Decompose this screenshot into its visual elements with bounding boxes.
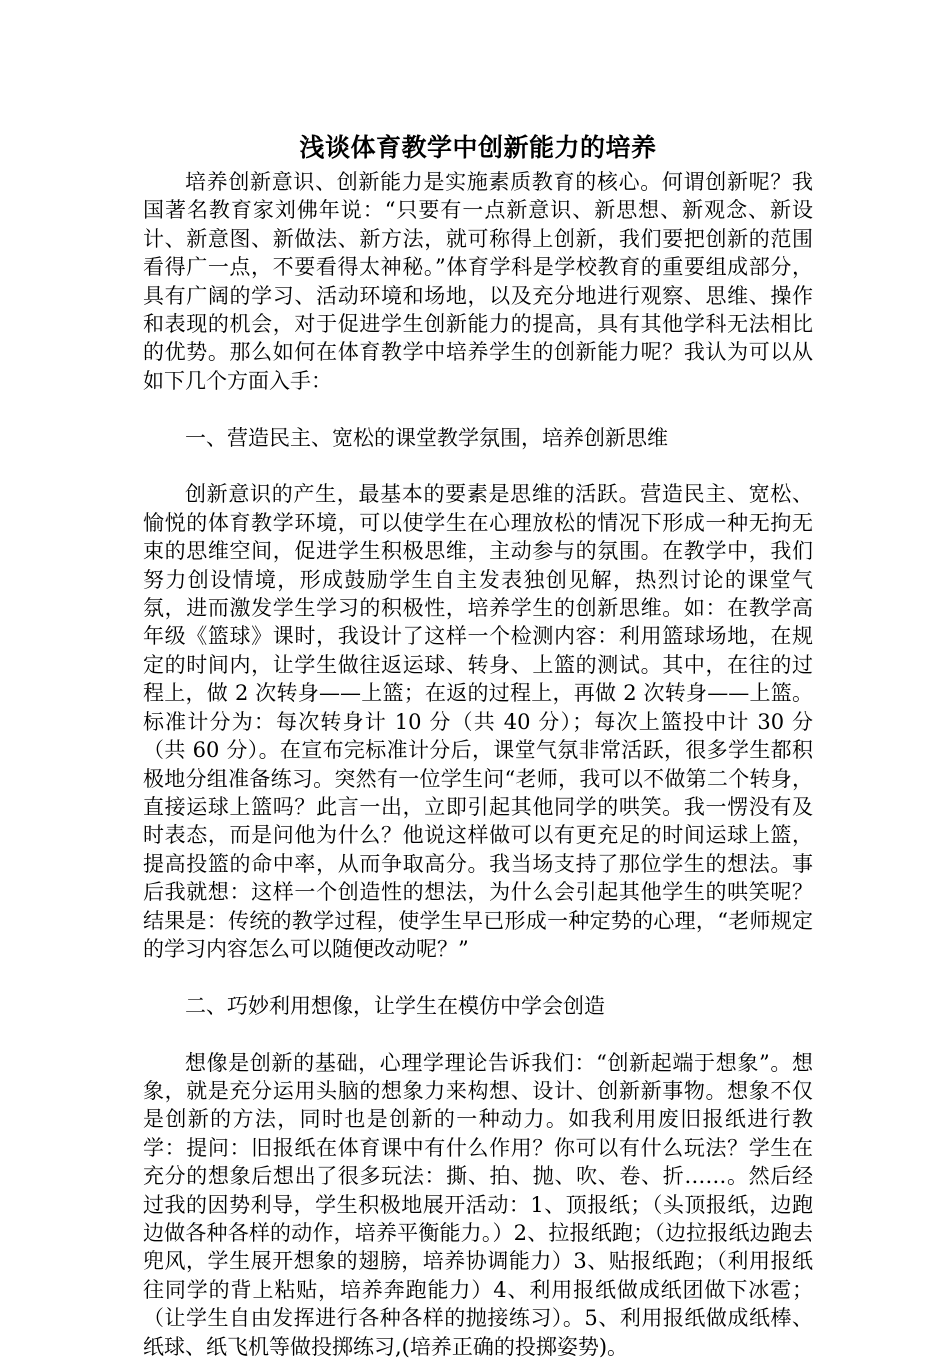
paragraph-spacer bbox=[143, 963, 813, 991]
section-body-1: 创新意识的产生，最基本的要素是思维的活跃。营造民主、宽松、愉悦的体育教学环境，可以使学生在心理放松的情况下形成一种无拘无束的思维空间，促进学生积极思维，主动参与的氛围。在教学中，我们努力创设情境，形成鼓励学生自主发表独创见解，热烈讨论的课堂气氛，进而激发学生学习的积极性，培养学生的创新思维。如：在教学高年级《篮球》课时，我设计了这样一个检测内容：利用篮球场地，在规定的时间内，让学生做往返运球、转身、上篮的测试。其中，在往的过程上，做 2 次转身——上篮；在返的过程上，再做 2 次转身——上篮。标准计分为：每次转身计 10 分（共 40 分）；每次上篮投中计 30 分（共 60 分）。在宣布完标准计分后，课堂气氛非常活跃，很多学生都积极地分组准备练习。突然有一位学生问“老师，我可以不做第二个转身，直接运球上篮吗？此言一出，立即引起其他同学的哄笑。我一愣没有及时表态，而是问他为什么？他说这样做可以有更充足的时间运球上篮，提高投篮的命中率，从而争取高分。我当场支持了那位学生的想法。事后我就想：这样一个创造性的想法，为什么会引起其他学生的哄笑呢？结果是：传统的教学过程，使学生早已形成一种定势的心理，“老师规定的学习内容怎么可以随便改动呢？” bbox=[143, 482, 813, 961]
section-heading-1: 一、营造民主、宽松的课堂教学氛围，培养创新思维 bbox=[185, 425, 668, 450]
document-page bbox=[143, 128, 813, 1361]
section-heading-2: 二、巧妙利用想像，让学生在模仿中学会创造 bbox=[185, 993, 605, 1018]
paragraph-spacer bbox=[143, 1020, 813, 1048]
document-title: 浅谈体育教学中创新能力的培养 bbox=[299, 133, 657, 162]
section-body-2: 想像是创新的基础，心理学理论告诉我们：“创新起端于想象”。想象，就是充分运用头脑的想象力来构想、设计、创新新事物。想象不仅是创新的方法，同时也是创新的一种动力。如我利用废旧报纸进行教学：提问：旧报纸在体育课中有什么作用？你可以有什么玩法？学生在充分的想象后想出了很多玩法：撕、拍、抛、吹、卷、折……。然后经过我的因势利导，学生积极地展开活动：1、顶报纸；（头顶报纸，边跑边做各种各样的动作，培养平衡能力。）2、拉报纸跑；（边拉报纸边跑去兜风，学生展开想象的翅膀，培养协调能力）3、贴报纸跑；（利用报纸往同学的背上粘贴，培养奔跑能力）4、利用报纸做成纸团做下冰雹；（让学生自由发挥进行各种各样的抛接练习）。5、利用报纸做成纸棒、纸球、纸飞机等做投掷练习,(培养正确的投掷姿势)。 bbox=[143, 1050, 813, 1359]
paragraph-spacer bbox=[143, 395, 813, 423]
paragraph-spacer bbox=[143, 452, 813, 480]
intro-paragraph: 培养创新意识、创新能力是实施素质教育的核心。何谓创新呢？我国著名教育家刘佛年说：“只要有一点新意识、新思想、新观念、新设计、新意图、新做法、新方法，就可称得上创新，我们要把创新的范围看得广一点，不要看得太神秘。”体育学科是学校教育的重要组成部分，具有广阔的学习、活动环境和场地，以及充分地进行观察、思维、操作和表现的机会，对于促进学生创新能力的提高，具有其他学科无法相比的优势。那么如何在体育教学中培养学生的创新能力呢？我认为可以从如下几个方面入手： bbox=[143, 170, 813, 393]
